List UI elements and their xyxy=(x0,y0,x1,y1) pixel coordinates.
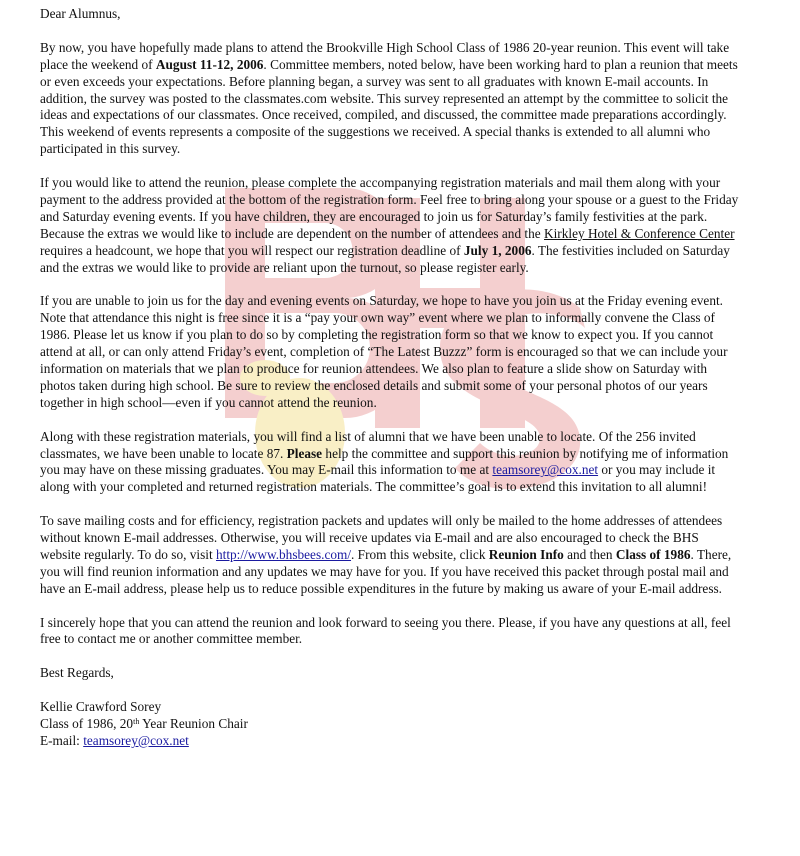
signature-email-link[interactable]: teamsorey@cox.net xyxy=(83,732,189,748)
p4-text-c: or you may include it along with your completed and returned registration materials. The committee’s goal is to extend this invitation to all alumni! xyxy=(40,462,716,495)
reunion-info-label: Reunion Info xyxy=(488,546,564,562)
p5-text-a: To save mailing costs and for efficiency, registration packets and updates will only be mailed to the home addresses of attendees without known E-mail addresses. Otherwise, you will receive updates via E-mail and are also encouraged to check the BHS website regularly. To do so, visit xyxy=(40,513,723,562)
paragraph-closing-note: I sincerely hope that you can attend the reunion and look forward to seeing you there. Please, if you have any questions at all, feel free to contact me or another committee member. xyxy=(40,614,731,647)
registration-deadline: July 1, 2006 xyxy=(463,242,532,258)
p1-text-a: By now, you have hopefully made plans to attend the Brookville High School Class of 1986 20-year reunion. This event will take place the weekend of xyxy=(40,39,730,72)
p4-text-b: help the committee and support this reunion by notifying me of information you may have on these missing graduates. You may E-mail this information to me at xyxy=(40,445,729,478)
title-text-b: Year Reunion Chair xyxy=(139,715,248,731)
email-link[interactable]: teamsorey@cox.net xyxy=(492,462,599,478)
paragraph-event-intro xyxy=(40,40,740,158)
paragraph-missing-alumni xyxy=(40,429,740,497)
paragraph-friday-event: If you are unable to join us for the day and evening events on Saturday, we hope to have you join us at the Friday evening event. Note that attendance this night is free since it is a “pay your own way” event where we plan to informally convene the Class of 1986. Please let us know if you plan to do so by completing the registration form so that we know to expect you. If you cannot attend at all, or can only attend Friday’s event, completion of “The Latest Buzzz” form is encouraged so that we can include your information on materials that we plan to produce for reunion attendees. We also plan to feature a slide show on Saturday with photos taken during high school. Be sure to review the enclosed details and submit some of your personal photos of our years together in high school—even if you cannot attend the reunion. xyxy=(40,293,728,410)
event-date: August 11-12, 2006 xyxy=(155,56,264,72)
salutation: Dear Alumnus, xyxy=(40,6,121,21)
signer-title xyxy=(40,716,740,733)
class-of-1986-label: Class of 1986 xyxy=(615,546,691,562)
signature-block xyxy=(40,699,740,750)
please-emphasis: Please xyxy=(286,445,323,461)
email-label: E-mail: xyxy=(40,732,84,748)
title-text-a: Class of 1986, 20 xyxy=(40,715,134,731)
paragraph-registration xyxy=(40,175,740,276)
p5-text-c: and then xyxy=(563,546,616,562)
title-sup: th xyxy=(133,716,140,726)
closing: Best Regards, xyxy=(40,665,114,681)
signer-name: Kellie Crawford Sorey xyxy=(40,699,162,715)
p4-text-a: Along with these registration materials, you will find a list of alumni that we have been unable to locate. Of the 256 invited classmates, we have been unable to locate 87. xyxy=(40,428,696,461)
p2-text-c: . The festivities included on Saturday and the extras we would like to provide are reliant upon the turnout, so please register early. xyxy=(40,242,730,275)
p5-text-b: . From this website, click xyxy=(351,546,489,562)
p2-text-b: requires a headcount, we hope that you will respect our registration deadline of xyxy=(40,242,464,258)
hotel-name: Kirkley Hotel & Conference Center xyxy=(544,225,735,241)
letter-body xyxy=(40,6,740,750)
p2-text-a: If you would like to attend the reunion, please complete the accompanying registration materials and mail them along with your payment to the address provided at the bottom of the registration form. Feel free to bring along your spouse or a guest to the Friday and Saturday evening events. If you have children, they are encouraged to join us for Saturday’s family festivities at the park. Because the extras we would like to include are dependent on the number of attendees and the xyxy=(40,175,739,241)
paragraph-mailing xyxy=(40,513,740,598)
p1-text-b: . Committee members, noted below, have been working hard to plan a reunion that meets or even exceeds your expectations. Before planning began, a survey was sent to all graduates with known E-mail accounts. In addition, the survey was posted to the classmates.com website. This survey represented an attempt by the committee to solicit the ideas and expectations of our classmates. Once received, compiled, and discussed, the committee made preparations accordingly. This weekend of events represents a composite of the suggestions we received. A special thanks is extended to all alumni who participated in this survey. xyxy=(40,56,738,157)
signer-email xyxy=(40,733,740,750)
website-link[interactable]: http://www.bhsbees.com/ xyxy=(215,546,352,562)
p5-text-d: . There, you will find reunion information and any updates we may have for you. If you have received this packet through postal mail and have an E-mail address, please help us to reduce possible expenditures in the future by making us aware of your E-mail address. xyxy=(40,546,732,596)
